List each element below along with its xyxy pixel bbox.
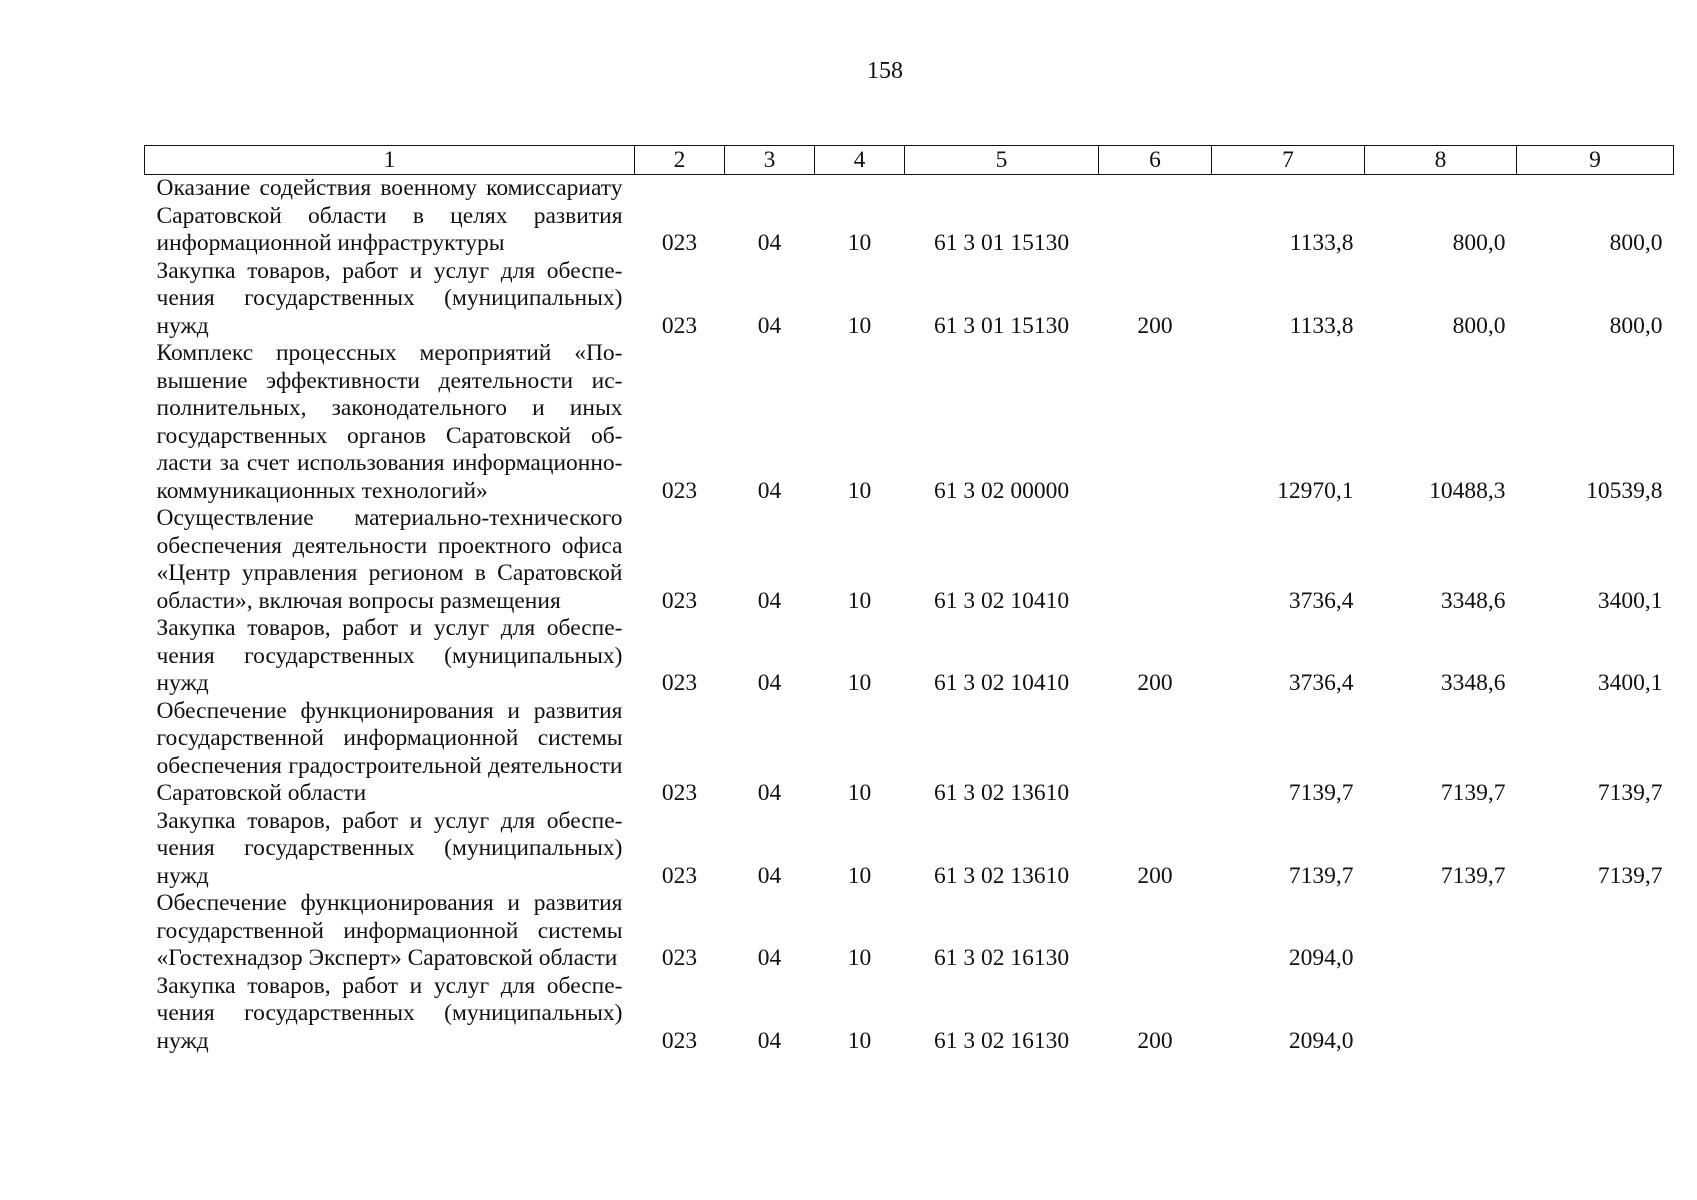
amount-col7: 3736,4 [1288, 670, 1354, 696]
target-article: 61 3 01 15130 [933, 312, 1070, 339]
section-code: 04 [757, 670, 782, 696]
amount-col7: 1133,8 [1289, 230, 1354, 256]
expense-type [1099, 505, 1212, 615]
amount-col8: 800,0 [1452, 312, 1506, 339]
amount-col9: 800,0 [1609, 312, 1663, 339]
section-code: 04 [757, 862, 782, 889]
section-code: 04 [757, 230, 782, 256]
section-code: 04 [757, 945, 782, 971]
expense-type: 200 [1137, 1027, 1173, 1054]
amount-col7: 7139,7 [1288, 862, 1354, 889]
section-code: 04 [757, 312, 782, 339]
section-code: 04 [757, 587, 782, 614]
column-header: 9 [1517, 146, 1674, 175]
subsection-code: 10 [847, 780, 872, 806]
amount-col8 [1365, 973, 1517, 1056]
table-row [145, 615, 1674, 698]
amount-col9: 10539,8 [1586, 477, 1663, 504]
target-article: 61 3 02 10410 [933, 587, 1070, 614]
table-header [145, 146, 1674, 175]
subsection-code: 10 [847, 477, 872, 504]
subsection-code: 10 [847, 945, 872, 971]
row-name: Закупка товаров, работ и услуг для обеспечения государственных (муниципальных) нужд [156, 972, 623, 1054]
ministry-code: 023 [661, 477, 698, 504]
amount-col7: 2094,0 [1288, 1027, 1354, 1054]
table-row [145, 258, 1674, 341]
column-header: 7 [1212, 146, 1365, 175]
expense-type: 200 [1137, 312, 1173, 339]
column-header: 4 [815, 146, 905, 175]
table-row [145, 505, 1674, 615]
amount-col9: 7139,7 [1597, 862, 1663, 889]
subsection-code: 10 [847, 670, 872, 696]
expense-type [1099, 890, 1212, 973]
subsection-code: 10 [847, 862, 872, 889]
target-article: 61 3 01 15130 [933, 230, 1070, 256]
expense-type: 200 [1137, 862, 1173, 889]
ministry-code: 023 [661, 312, 698, 339]
amount-col7: 3736,4 [1288, 587, 1354, 614]
amount-col7: 12970,1 [1277, 477, 1354, 504]
ministry-code: 023 [661, 945, 698, 971]
column-header: 2 [635, 146, 725, 175]
section-code: 04 [757, 780, 782, 806]
target-article: 61 3 02 13610 [933, 780, 1070, 806]
expense-type [1099, 698, 1212, 808]
table-row [145, 698, 1674, 808]
ministry-code: 023 [661, 780, 698, 806]
expense-type: 200 [1137, 670, 1173, 696]
table-row [145, 808, 1674, 891]
row-name: Оказание содействия военному комиссариату Саратовской области в целях развития информационной инфраструктуры [156, 175, 623, 256]
amount-col9: 3400,1 [1597, 670, 1663, 696]
table-row [145, 973, 1674, 1056]
section-code: 04 [757, 477, 782, 504]
subsection-code: 10 [847, 312, 872, 339]
budget-table [144, 145, 1674, 1055]
ministry-code: 023 [661, 230, 698, 256]
amount-col8: 800,0 [1452, 230, 1506, 256]
expense-type [1099, 175, 1212, 258]
amount-col8: 3348,6 [1440, 670, 1506, 696]
row-name: Закупка товаров, работ и услуг для обеспечения государственных (муниципальных) нужд [156, 807, 623, 889]
row-name: Закупка товаров, работ и услуг для обеспечения государственных (муниципальных) нужд [156, 615, 623, 696]
table-row [145, 340, 1674, 505]
row-name: Осуществление материально-технического обеспечения деятельности проектного офиса «Центр управления регионом в Саратовской области», включая вопросы размещения [156, 505, 623, 614]
table-row [145, 890, 1674, 973]
amount-col7: 1133,8 [1289, 312, 1354, 339]
row-name: Обеспечение функционирования и развития государственной информационной системы обеспечения градостроительной деятельности Саратовской области [156, 697, 623, 806]
row-name: Закупка товаров, работ и услуг для обеспечения государственных (муниципальных) нужд [156, 257, 623, 339]
expense-type [1099, 340, 1212, 505]
amount-col7: 7139,7 [1288, 780, 1354, 806]
amount-col8: 7139,7 [1440, 862, 1506, 889]
amount-col8: 10488,3 [1429, 477, 1506, 504]
amount-col7: 2094,0 [1288, 945, 1354, 971]
target-article: 61 3 02 13610 [933, 862, 1070, 889]
amount-col8: 7139,7 [1440, 780, 1506, 806]
column-header: 5 [905, 146, 1099, 175]
target-article: 61 3 02 16130 [933, 945, 1070, 971]
row-name: Комплекс процессных мероприятий «Повышение эффективности деятельности исполнительных, законодательного и иных государственных органов Саратовской области за счет использования информационно-коммуникационных технологий» [156, 340, 623, 504]
amount-col9 [1517, 973, 1674, 1056]
target-article: 61 3 02 00000 [933, 477, 1070, 504]
table-body [145, 175, 1674, 1056]
ministry-code: 023 [661, 1027, 698, 1054]
column-header: 3 [725, 146, 815, 175]
amount-col9 [1517, 890, 1674, 973]
amount-col8: 3348,6 [1440, 587, 1506, 614]
target-article: 61 3 02 10410 [933, 670, 1070, 696]
ministry-code: 023 [661, 670, 698, 696]
amount-col8 [1365, 890, 1517, 973]
ministry-code: 023 [661, 587, 698, 614]
ministry-code: 023 [661, 862, 698, 889]
table-row [145, 175, 1674, 258]
column-header: 6 [1099, 146, 1212, 175]
column-header: 8 [1365, 146, 1517, 175]
page-number: 158 [867, 58, 903, 84]
subsection-code: 10 [847, 1027, 872, 1054]
subsection-code: 10 [847, 587, 872, 614]
section-code: 04 [757, 1027, 782, 1054]
column-header: 1 [145, 146, 635, 175]
subsection-code: 10 [847, 230, 872, 256]
row-name: Обеспечение функционирования и развития государственной информационной системы «Гостехнадзор Эксперт» Саратовской области [156, 890, 623, 971]
target-article: 61 3 02 16130 [933, 1027, 1070, 1054]
amount-col9: 7139,7 [1597, 780, 1663, 806]
amount-col9: 3400,1 [1597, 587, 1663, 614]
header-row [145, 146, 1674, 175]
amount-col9: 800,0 [1609, 230, 1663, 256]
